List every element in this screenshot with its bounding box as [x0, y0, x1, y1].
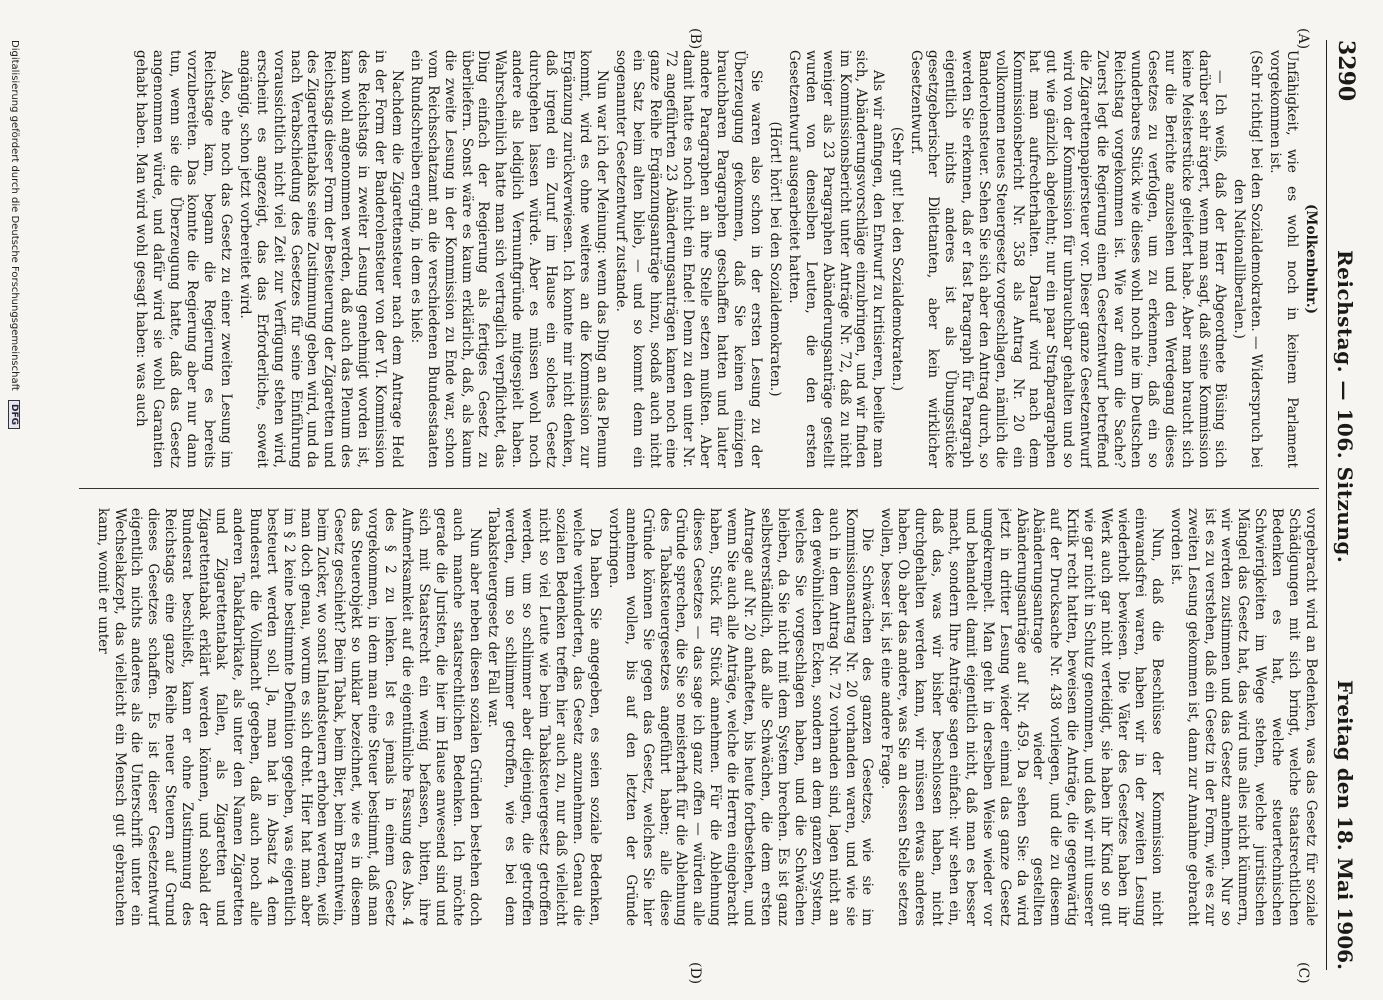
left-column: [74, 50, 1319, 468]
interjection: (Sehr gut! bei den Sozialdemokraten.): [889, 126, 906, 392]
paragraph: Sie waren also schon in der ersten Lesung zu der Überzeugung gekommen, daß Sie keinen einzigen brauchbaren Paragraphen geschaffen hatten und lauter andere Paragraphen an ihre Stelle setzen mußten. Aber damit hatte es noch nicht ein Ende! Denn zu den unter Nr. 72 angeführten 23 Abänderungsanträgen kamen noch eine ganze Reihe Ergänzungsanträge hinzu, sodaß auch nicht ein Satz beim alten blieb, — und so kommt denn ein sogenannter Gesetzentwurf zustande.: [612, 50, 764, 468]
paragraph: Nun aber neben diesen sozialen Gründen bestehen doch auch manche staatsrechtlichen Bedenken. Ich möchte gerade die Juristen, die hier im Hause anwesend sind und sich mit Staatsrecht ein wenig befassen, bitten, ihre Aufmerksamkeit auf die eigentümliche Fassung des Abs. 4 des § 2 zu lenken. Ist es jemals in einem Gesetz vorgekommen, in dem man eine Steuer bestimmt, daß man das Steuerobjekt so unklar bezeichnet, wie es in diesem Gesetz geschieht? Beim Tabak, beim Bier, beim Branntwein, beim Zucker, wo sonst Inlandsteuern erhoben werden, weiß man doch genau, worum es sich dreht. Hier hat man aber im § 2 keine bestimmte Definition gegeben, was eigentlich besteuert werden soll. Ja, man hat in Absatz 4 dem Bundesrat die Vollmacht gegeben, daß auch noch alle anderen Tabakfabrikate, als unter den Namen Zigaretten und Zigarettentabak fallen, als Zigaretten und Zigarettentabak erklärt werden können, und sobald der Bundesrat beschließt, kann er ohne Zustimmung des Reichstags eine ganze Reihe neuer Steuern auf Grund dieses Gesetzes schaffen. Es ist dieser Gesetzentwurf eigentlich nichts anderes als die Unterschrift unter ein Wechselakzept, das vielleicht ein Mensch gut gebrauchen kann, womit er unter: [94, 508, 483, 926]
session-date: Freitag den 18. Mai 1906.: [1333, 679, 1357, 970]
interjection: (Hört! hört! bei den Sozialdemokraten.): [766, 121, 783, 397]
margin-marker-a: (A): [1295, 28, 1311, 50]
paragraph: vorgebracht wird an Bedenken, was das Gesetz für soziale Schädigungen mit sich bringt, welche staatsrechtlichen Bedenken es hat, welche steuertechnischen Schwierigkeiten im Wege stehen, welche juristischen Mängel das Gesetz hat, das wird uns alles nicht kümmern, wir werden zustimmen und das Gesetz annehmen. Nur so ist es zu verstehen, daß ein Gesetz in der Form, wie es zur zweiten Lesung gekommen ist, dann zur Annahme gebracht worden ist.: [1167, 508, 1319, 926]
quoted-circular: Nachdem die Zigarettensteuer nach dem Antrage Held in der Form der Banderolensteuer von der VI. Kommission des Reichstags in zweiter Lesung genehmigt worden ist, kann wohl angenommen werden, daß auch das Plenum des Reichstags dieser Form der Besteuerung der Zigaretten und des Zigarettentabaks seine Zustimmung geben wird, und da nach Verabschiedung des Gesetzes für seine Einführung voraussichtlich nicht viel Zeit zur Verfügung stehen wird, erscheint es angezeigt, das das Erforderliche, soweit angängig, schon jetzt vorbereitet wird.: [236, 50, 405, 468]
page-header: [1326, 40, 1361, 970]
paragraph: Als wir anfingen, den Entwurf zu kritisieren, beeilte man sich, Abänderungsvorschläge einzubringen, und wir finden im Kommissionsbericht unter Anträge Nr. 72, daß zu nicht weniger als 23 Paragraphen Abänderungsanträge gestellt wurden von denselben Leuten, die den ersten Gesetzentwurf ausgearbeitet hatten.: [785, 50, 887, 468]
dfg-logo: DFG: [8, 400, 20, 429]
session-title: Reichstag. — 106. Sitzung.: [1333, 250, 1357, 564]
column-divider: [79, 488, 1319, 489]
margin-marker-c: (C): [1295, 962, 1311, 984]
paragraph: Da haben Sie angegeben, es seien soziale Bedenken, welche verhinderten, das Gesetz anzunehmen. Genau die sozialen Bedenken treffen hier auch zu, nur daß vielleicht nicht so viel Leute wie beim Tabaksteuergesetz getroffen werden, um so schlimmer aber diejenigen, die getroffen werden, um so schlimmer getroffen, wie es bei dem Tabaksteuergesetz der Fall war.: [485, 508, 603, 926]
paragraph: Nun, daß die Beschlüsse der Kommission nicht einwandsfrei waren, haben wir in der zweiten Lesung wiederholt bewiesen. Die Väter des Gesetzes haben ihr Werk auch gar nicht verteidigt, sie haben ihr Kind so gut wie gar nicht in Schutz genommen, und daß wir mit unserer Kritik recht hatten, beweisen die Anträge, die gegenwärtig auf der Drucksache Nr. 438 vorliegen, und die zu diesem Abänderungsantrage wieder gestellten Abänderungsanträge auf Nr. 459. Da sehen Sie: da wird jetzt in dritter Lesung wieder einmal das ganze Gesetz umgekrempelt. Man geht in derselben Weise wieder vor und behandelt damit eigentlich nicht, daß man es besser macht, sondern Ihre Anträge sagen einfach: wir sehen ein, daß das, was wir bisher beschlossen haben, nicht durchgehalten werden kann, wir müssen etwas anderes haben. Ob aber das andere, was Sie an dessen Stelle setzen wollen, besser ist, ist eine andere Frage.: [878, 508, 1165, 926]
margin-marker-b: (B): [687, 28, 703, 50]
margin-marker-d: (D): [687, 962, 703, 985]
credit-text: Digitalisierung gefördert durch die Deutsche Forschungsgemeinschaft: [9, 40, 20, 391]
paragraph: — Ich weiß, daß der Herr Abgeordnete Büsing sich darüber sehr ärgert, wenn man sagt, daß seine Kommission keine Meisterstücke geliefert habe. Aber man braucht sich nur die Berichte anzusehen und den Werdegang dieses Gesetzes zu verfolgen, um zu erkennen, daß ein so wunderbares Stück wie dieses wohl noch nie im Deutschen Reichstag vorgekommen ist. Wie war denn die Sache? Zuerst legt die Regierung einen Gesetzentwurf betreffend die Zigarettenpapiersteuer vor. Dieser ganze Gesetzentwurf wird von der Kommission für unbrauchbar gehalten und so gut wie gänzlich abgelehnt; nur ein paar Strafparagraphen hat man aufrechterhalten. Darauf wird nach dem Kommissionsbericht Nr. 358 als Antrag Nr. 20 ein vollkommen neues Steuergesetz vorgeschlagen, nämlich die Banderolensteuer. Sehen Sie sich aber den Antrag durch, so werden Sie erkennen, daß er fast Paragraph für Paragraph eigentlich nichts anderes ist als Übungsstücke gesetzgeberischer Dilettanten, aber kein wirklicher Gesetzentwurf.: [908, 50, 1229, 468]
speaker-name: (Molkenbuhr.): [1303, 203, 1319, 314]
paragraph: Nun war ich der Meinung: wenn das Ding an das Plenum kommt, wird es ohne weiteres an die Kommission zur Ergänzung zurückverwiesen. Ich konnte mir nicht denken, daß irgend ein Zuruf im Hause ein solches Gesetz durchgehen lassen würde. Aber es müssen wohl noch andere als lediglich Vernunftgründe mitgespielt haben. Wahrscheinlich hatte man sich vertraglich verpflichtet, das Ding einfach der Regierung als fertiges Gesetz zu überliefern. Sonst wäre es kaum erklärlich, daß, als kaum die zweite Lesung in der Kommission zu Ende war, schon vom Reichsschatzamt an die verschiedenen Bundesstaaten ein Rundschreiben erging, in dem es hieß:: [407, 50, 610, 468]
right-column: [74, 508, 1319, 926]
interjection: (Sehr richtig! bei den Sozialdemokraten. — Widerspruch bei den Nationalliberalen.): [1231, 50, 1265, 468]
page-number: 3290: [1333, 40, 1359, 102]
paragraph: Die Schwächen des ganzen Gesetzes, wie sie im Kommissionsantrag Nr. 20 vorhanden waren, und wie sie auch in dem Antrag Nr. 72 vorhanden sind, lagen nicht an den gewöhnlichen Ecken, sondern an dem ganzen System, welches Sie vorgeschlagen haben, und die Schwächen bleiben, da Sie nicht mit dem System brechen. Es ist ganz selbstverständlich, daß alle Schwächen, die dem ersten Antrage auf Nr. 20 anhafteten, bis heute fortbestehen, und wenn Sie auch alle Anträge, welche die Herren eingebracht haben, Stück für Stück annehmen. Für die Ablehnung dieses Gesetzes — das sage ich ganz offen — würden alle Gründe sprechen, die Sie so meisterhaft für die Ablehnung des Tabaksteuergesetzes angeführt haben; alle diese Gründe können Sie gegen das Gesetz, welches Sie hier annehmen wollen, bis auf den letzten der Gründe vorbringen.: [605, 508, 876, 926]
paragraph: Also, ehe noch das Gesetz zu einer zweiten Lesung im Reichstage kam, begann die Regierung es bereits vorzubereiten. Das konnte die Regierung aber nur dann tun, wenn sie die Überzeugung hatte, daß das Gesetz angenommen würde, und dafür wird sie wohl Garantien gehabt haben. Man wird wohl gesagt haben: was auch: [133, 50, 234, 468]
paragraph: Unfähigkeit, wie es wohl noch in keinem Parlament vorgekommen ist.: [1267, 50, 1301, 468]
digitization-credit: [8, 40, 20, 429]
